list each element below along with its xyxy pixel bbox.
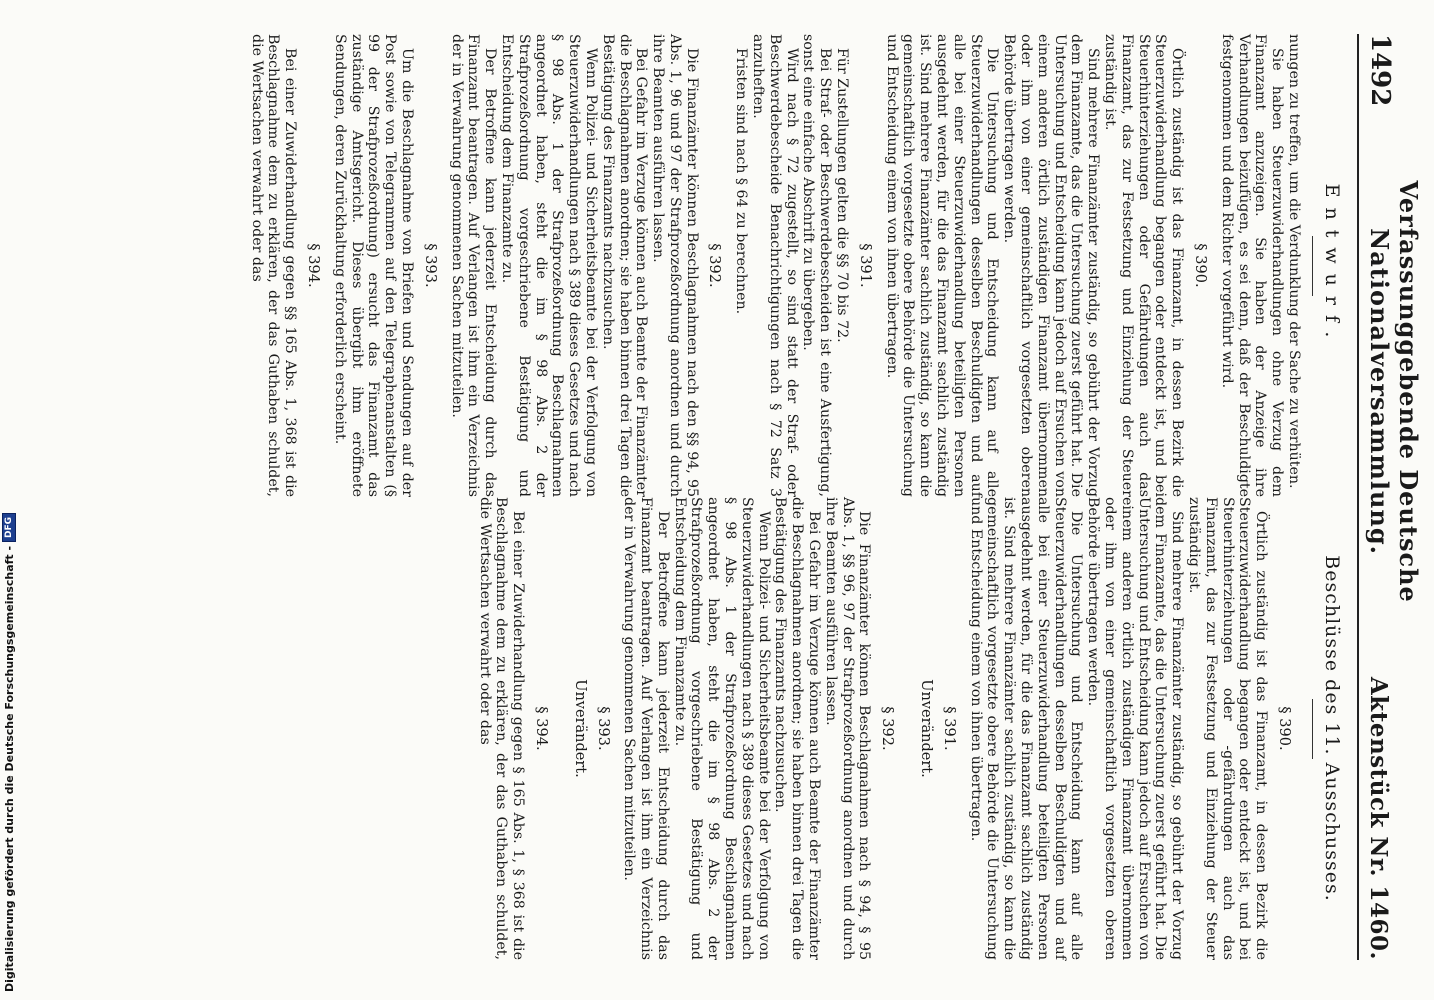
section-390-para-1: Örtlich zuständig ist das Finanzamt, in dessen Bezirk die Steuerzuwiderhandlung begangen oder entdeckt ist, und bei Steuerhinterziehungen oder -gefährdungen auch das Finanzamt, das zur Festsetzung und Einziehung der Steuer zuständig ist. bbox=[1186, 497, 1270, 960]
section-392-heading: § 392. bbox=[706, 243, 723, 288]
dfg-logo: DFG bbox=[2, 513, 16, 542]
section-390-para-1: Örtlich zuständig ist das Finanzamt, in dessen Bezirk die Steuerzuwiderhandlung begangen oder entdeckt ist, und bei Steuerhinterziehungen oder Gefährdungen auch das Finanzamt, das zur Festsetzung und Einziehung der Steuer zuständig ist. bbox=[1102, 34, 1186, 497]
draft-column bbox=[248, 34, 1302, 497]
section-394-para-1: Bei einer Zuwiderhandlung gegen § 165 Abs. 1, § 368 ist die Beschlagnahme dem zu erklären, der das Guthaben schuldet, die Wertsachen verwahrt oder das bbox=[476, 497, 527, 960]
section-391-heading: § 391. bbox=[940, 706, 957, 751]
section-391-para-1: Für Zustellungen gelten die §§ 70 bis 72. bbox=[834, 48, 851, 343]
page-number: 1492 bbox=[1365, 34, 1395, 107]
section-394-heading: § 394. bbox=[304, 243, 321, 288]
section-391-para-2: Bei Straf- oder Beschwerdebescheiden ist eine Ausfertigung, sonst eine einfache Abschrift zu übergeben. bbox=[800, 34, 834, 497]
section-393-heading: § 393. bbox=[421, 243, 438, 288]
two-column-body bbox=[248, 34, 1302, 960]
page-header bbox=[1357, 34, 1423, 960]
section-390-para-3: Die Untersuchung und Entscheidung kann auf alle Steuerzuwiderhandlungen desselben Beschuldigten und auf alle bei einer Steuerzuwiderhandlung beteiligten Personen ausgedehnt werden, für die das Finanzamt sachlich zuständig ist. Sind mehrere Finanzämter sachlich zuständig, so kann die gemeinschaftlich vorgesetzte obere Behörde die Untersuchung und Entscheidung einem von ihnen übertragen. bbox=[967, 497, 1085, 960]
draft-title: Entwurf. bbox=[1321, 183, 1343, 348]
title-rule bbox=[1312, 236, 1313, 296]
section-393-heading: § 393. bbox=[594, 706, 611, 751]
section-392-para-2: Bei Gefahr im Verzuge können auch Beamte der Finanzämter die Beschlagnahmen anordnen; sie haben binnen drei Tagen die Bestätigung des Finanzamts nachzusuchen. bbox=[599, 34, 650, 497]
left-column-title bbox=[1312, 34, 1343, 497]
title-rule bbox=[1312, 699, 1313, 759]
section-393-unchanged: Unverändert. bbox=[571, 679, 588, 778]
intro-paragraph: nungen zu treffen, um die Verdunklung der Sache zu verhüten. bbox=[1286, 34, 1302, 489]
section-390-para-2: Sind mehrere Finanzämter zuständig, so gebührt der Vorzug dem Finanzamte, das die Untersuchung zuerst geführt hat. Die Untersuchung und Entscheidung kann jedoch auf Ersuchen von einem anderen örtlich zuständigen Finanzamt übernommen oder ihm von einer gemeinschaftlich vorgesetzten oberen Behörde übertragen werden. bbox=[1001, 34, 1102, 497]
section-394-heading: § 394. bbox=[532, 706, 549, 751]
section-391-para-3: Wird nach § 72 zugestellt, so sind statt der Straf- oder Beschwerdebescheide Benachrichtigungen nach § 72 Satz 3 anzuheften. bbox=[750, 34, 800, 497]
section-392-para-4: Der Betroffene kann jederzeit Entscheidung durch das Finanzamt beantragen. Auf Verlangen ist ihm ein Verzeichnis der in Verwahrung genommenen Sachen mitzuteilen. bbox=[621, 497, 671, 960]
section-390-heading: § 390. bbox=[1192, 243, 1209, 288]
section-392-para-1: Die Finanzämter können Beschlagnahmen nach den §§ 94, 95 Abs. 1, 96 und 97 der Strafprozeßordnung anordnen und durch ihre Beamten ausführen lassen. bbox=[650, 34, 700, 497]
section-394-para-1: Bei einer Zuwiderhandlung gegen §§ 165 Abs. 1, 368 ist die Beschlagnahme dem zu erklären, der das Guthaben schuldet, die Wertsachen verwahrt oder das bbox=[248, 34, 299, 497]
assembly-title: Verfassunggebende Deutsche Nationalversammlung. bbox=[1365, 180, 1423, 603]
section-390-para-2: Sind mehrere Finanzämter zuständig, so gebührt der Vorzug dem Finanzamte, das die Untersuchung zuerst geführt hat. Die Untersuchung und Entscheidung kann jedoch auf Ersuchen von einem anderen örtlich zuständigen Finanzamt übernommen oder ihm von einer gemeinschaftlich vorgesetzten oberen Behörde übertragen werden. bbox=[1085, 497, 1186, 960]
section-391-unchanged: Unverändert. bbox=[918, 679, 935, 778]
section-390-para-3: Die Untersuchung und Entscheidung kann auf alle Steuerzuwiderhandlungen desselben Beschuldigten und auf alle bei einer Steuerzuwiderhandlung beteiligten Personen ausgedehnt werden, für die das Finanzamt sachlich zuständig ist. Sind mehrere Finanzämter sachlich zuständig, so kann die gemeinschaftlich vorgesetzte obere Behörde die Untersuchung und Entscheidung einem von ihnen übertragen. bbox=[883, 34, 1001, 497]
section-393-para-1: Um die Beschlagnahme von Briefen und Sendungen auf der Post sowie von Telegrammen auf den Telegraphenanstalten (§ 99 der Strafprozeßordnung) ersucht das Finanzamt das zuständige Amtsgericht. Dieses übergibt ihm eröffnete Sendungen, deren Zurückhaltung erforderlich erscheint. bbox=[331, 34, 415, 497]
committee-title: Beschlüsse des 11. Ausschusses. bbox=[1321, 555, 1343, 902]
section-392-heading: § 392. bbox=[879, 706, 896, 751]
section-392-para-4: Der Betroffene kann jederzeit Entscheidung durch das Finanzamt beantragen. Auf Verlangen ist ihm ein Verzeichnis der in Verwahrung genommenen Sachen mitzuteilen. bbox=[448, 34, 499, 497]
section-392-para-3: Wenn Polizei- und Sicherheitsbeamte bei der Verfolgung von Steuerzuwiderhandlungen nach § 389 dieses Gesetzes und nach § 98 Abs. 1 der Strafprozeßordnung Beschlagnahmen angeordnet haben, steht die im § 98 Abs. 2 der Strafprozeßordnung vorgeschriebene Bestätigung und Entscheidung dem Finanzamte zu. bbox=[498, 34, 599, 497]
section-391-para-4: Fristen sind nach § 64 zu berechnen. bbox=[733, 48, 750, 315]
section-392-para-1: Die Finanzämter können Beschlagnahmen nach § 94, § 95 Abs. 1, §§ 96, 97 der Strafprozeßordnung anordnen und durch ihre Beamten ausführen lassen. bbox=[822, 497, 873, 960]
section-392-para-2: Bei Gefahr im Verzuge können auch Beamte der Finanzämter die Beschlagnahmen anordnen; sie haben binnen drei Tagen die Bestätigung des Finanzamts nachzusuchen. bbox=[772, 497, 823, 960]
committee-column bbox=[248, 497, 1302, 960]
column-titles bbox=[1312, 34, 1343, 960]
section-390-heading: § 390. bbox=[1276, 706, 1292, 751]
section-392-para-3: Wenn Polizei- und Sicherheitsbeamte bei der Verfolgung von Steuerzuwiderhandlungen nach § 389 dieses Gesetzes und nach § 98 Abs. 1 der Strafprozeßordnung Beschlagnahmen angeordnet haben, steht die im § 98 Abs. 2 der Strafprozeßordnung vorgeschriebene Bestätigung und Entscheidung dem Finanzamte zu. bbox=[671, 497, 772, 960]
right-column-title bbox=[1312, 497, 1343, 960]
funding-note-text: Digitalisierung gefördert durch die Deutsche Forschungsgemeinschaft - bbox=[2, 545, 16, 992]
intro-paragraph-2: Sie haben Steuerzuwiderhandlungen ohne Verzug dem Finanzamt anzuzeigen. Sie haben der Anzeige ihre Verhandlungen beizufügen, es sei denn, daß der Beschuldigte festgenommen und dem Richter vorgeführt wird. bbox=[1218, 34, 1286, 497]
document-number: Aktenstück Nr. 1460. bbox=[1365, 676, 1392, 960]
section-391-heading: § 391. bbox=[856, 243, 873, 288]
rotated-document-page bbox=[17, 0, 1423, 1000]
digitization-note bbox=[2, 513, 16, 992]
